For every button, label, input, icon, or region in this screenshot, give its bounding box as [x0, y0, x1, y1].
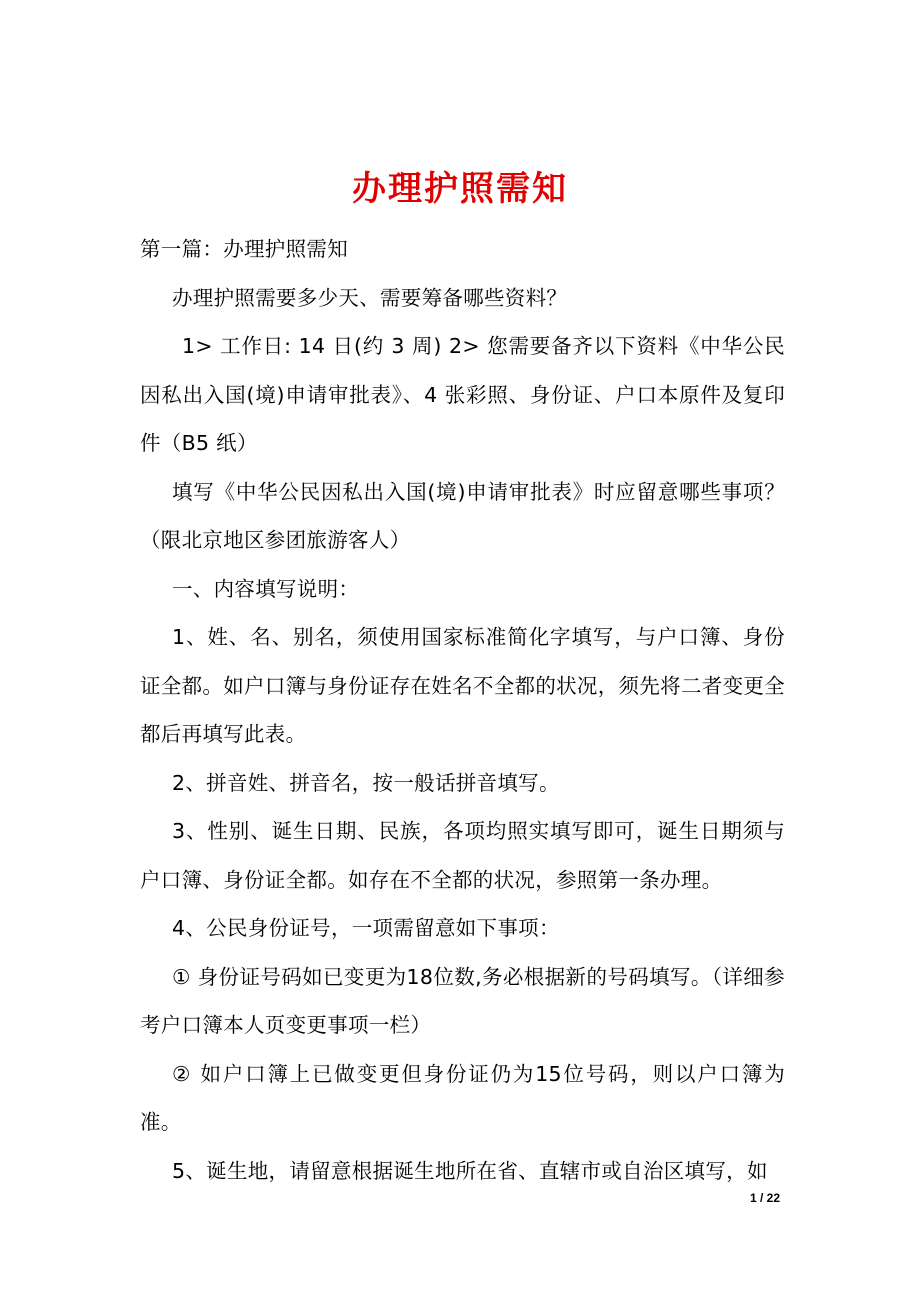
document-body — [140, 225, 785, 1195]
paragraph-instructions-heading: 一、内容填写说明： — [172, 576, 360, 601]
paragraph-item-1: 1、姓、名、别名，须使用国家标准简化字填写，与户口簿、身份证全都。如户口簿与身份证存在姓名不全都的状况，须先将二者变更全都后再填写此表。 — [140, 625, 785, 746]
paragraph-item-2: 2、拼音姓、拼音名，按一般话拼音填写。 — [172, 770, 560, 795]
paragraph-subitem-1: ① 身份证号码如已变更为18位数,务必根据新的号码填写。（详细参考户口簿本人页变更事项一栏） — [140, 964, 785, 1037]
paragraph-question: 办理护照需要多少天、需要筹备哪些资料？ — [172, 285, 568, 310]
paragraph-subitem-2: ② 如户口簿上已做变更但身份证仍为15位号码，则以户口簿为准。 — [140, 1061, 785, 1134]
paragraph-item-4: 4、公民身份证号，一项需留意如下事项： — [172, 916, 560, 940]
paragraph-item-5: 5、诞生地，请留意根据诞生地所在省、直辖市或自治区填写，如 — [172, 1158, 768, 1183]
page-number: 1 / 22 — [749, 1191, 780, 1205]
section-heading: 第一篇：办理护照需知 — [140, 237, 348, 261]
paragraph-form-notes: 填写《中华公民因私出入国(境)申请审批表》时应留意哪些事项？（限北京地区参团旅游客人） — [140, 479, 785, 552]
document-title: 办理护照需知 — [352, 168, 568, 209]
paragraph-materials: 1> 工作日: 14 日(约 3 周) 2> 您需要备齐以下资料《中华公民因私出入国(境)申请审批表》、4 张彩照、身份证、户口本原件及复印件（B5 纸） — [140, 334, 785, 455]
paragraph-item-3: 3、性别、诞生日期、民族，各项均照实填写即可，诞生日期须与户口簿、身份证全都。如存在不全都的状况，参照第一条办理。 — [140, 819, 785, 892]
